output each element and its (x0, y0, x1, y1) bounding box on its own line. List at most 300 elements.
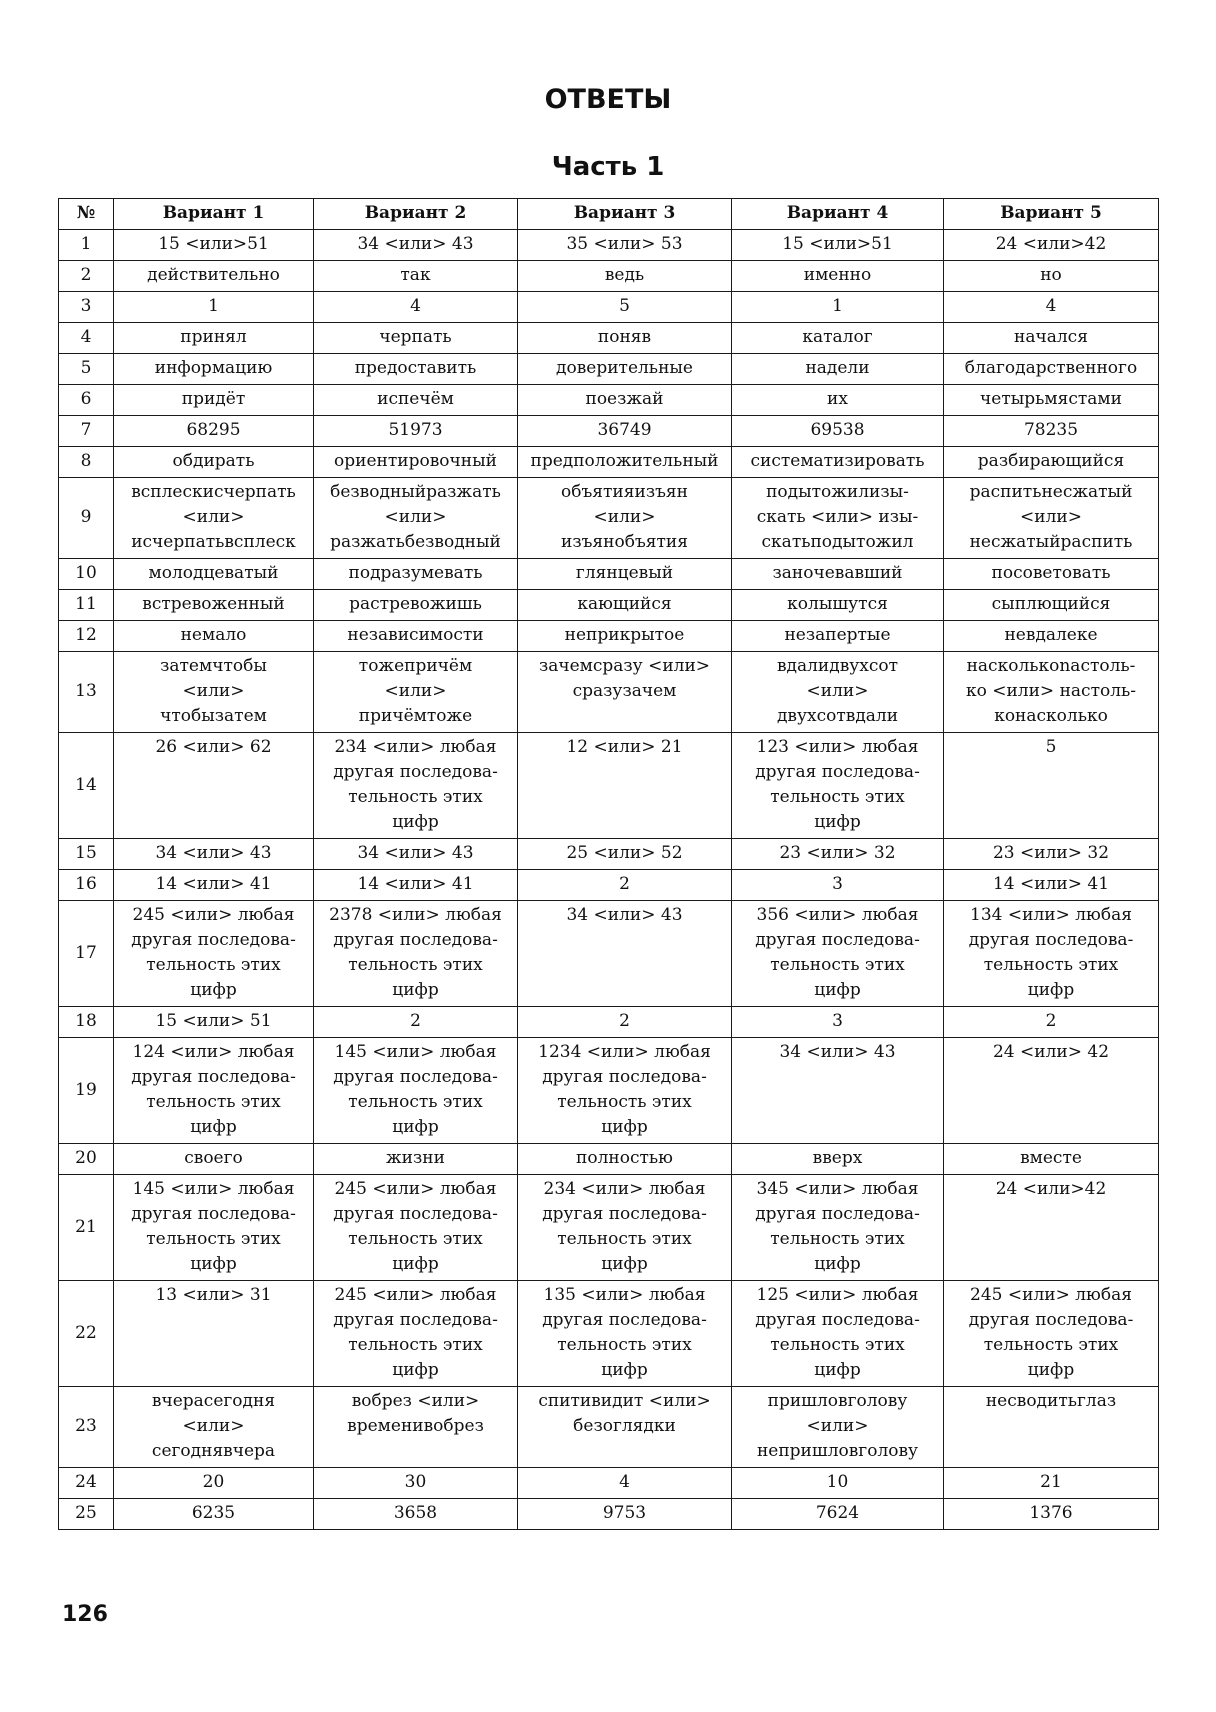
answer-cell-variant-4 (732, 621, 944, 652)
answer-cell-variant-5 (944, 416, 1159, 447)
answer-cell-variant-2 (314, 323, 518, 354)
answer-line: 145 <или> любая (132, 1179, 295, 1199)
question-number: 15 (59, 839, 114, 870)
answer-line: действительно (147, 265, 280, 285)
answer-line: неприкрытое (564, 625, 685, 645)
answer-cell-variant-4 (732, 590, 944, 621)
answer-cell-variant-1 (114, 1038, 314, 1144)
answer-cell-variant-3 (518, 1144, 732, 1175)
answer-line: 30 (404, 1472, 427, 1492)
answer-line: 2378 <или> любая (329, 905, 502, 925)
answer-line: несжатыйраспить (969, 532, 1133, 552)
answer-line: испечём (377, 389, 454, 409)
answer-line: тельность этих (770, 787, 905, 807)
question-number: 10 (59, 559, 114, 590)
answer-line: молодцеватый (148, 563, 279, 583)
answer-line: 34 <или> 43 (357, 234, 474, 254)
answer-line: 4 (410, 296, 421, 316)
answer-line: разжатьбезводный (330, 532, 501, 552)
question-number: 19 (59, 1038, 114, 1144)
answer-line: цифр (814, 1360, 861, 1380)
question-number: 8 (59, 447, 114, 478)
answer-cell-variant-3 (518, 652, 732, 733)
question-number: 14 (59, 733, 114, 839)
answer-cell-variant-5 (944, 1144, 1159, 1175)
answer-line: 10 (826, 1472, 849, 1492)
answer-cell-variant-4 (732, 559, 944, 590)
answer-line: 5 (619, 296, 630, 316)
answer-cell-variant-3 (518, 1175, 732, 1281)
answer-cell-variant-1 (114, 870, 314, 901)
answer-line: другая последова- (333, 1067, 498, 1087)
answer-line: 23 <или> 32 (779, 843, 896, 863)
answer-cell-variant-2 (314, 261, 518, 292)
answer-cell-variant-4 (732, 354, 944, 385)
answer-line: 12 <или> 21 (566, 737, 683, 757)
answer-line: информацию (154, 358, 273, 378)
answer-line: вверх (812, 1148, 863, 1168)
table-row (59, 230, 1159, 261)
answer-cell-variant-3 (518, 559, 732, 590)
question-number: 7 (59, 416, 114, 447)
answer-line: другая последова- (542, 1204, 707, 1224)
answer-cell-variant-5 (944, 1468, 1159, 1499)
answer-line: конасколько (994, 706, 1108, 726)
answer-line: спитивидит <или> (538, 1391, 711, 1411)
answer-line: невдалеке (1004, 625, 1098, 645)
answer-cell-variant-5 (944, 261, 1159, 292)
answer-line: 24 <или> 42 (992, 1042, 1110, 1062)
answer-line: 34 <или> 43 (779, 1042, 896, 1062)
answer-line: но (1040, 265, 1062, 285)
answer-cell-variant-3 (518, 870, 732, 901)
answer-line: 23 <или> 32 (992, 843, 1110, 863)
section-subtitle: Часть 1 (551, 152, 665, 182)
answer-line: 3 (832, 874, 843, 894)
answer-line: другая последова- (333, 1310, 498, 1330)
answer-line: цифр (392, 1117, 439, 1137)
answer-cell-variant-4 (732, 416, 944, 447)
answer-line: доверительные (556, 358, 693, 378)
answer-line: благодарственного (964, 358, 1138, 378)
answer-cell-variant-5 (944, 559, 1159, 590)
table-row (59, 447, 1159, 478)
answer-line: 78235 (1023, 420, 1079, 440)
answer-cell-variant-3 (518, 1468, 732, 1499)
answer-line: другая последова- (755, 762, 920, 782)
table-row (59, 354, 1159, 385)
answer-line: 14 <или> 41 (155, 874, 272, 894)
answer-line: поезжай (585, 389, 664, 409)
question-number: 1 (59, 230, 114, 261)
answer-line: другая последова- (131, 1067, 296, 1087)
answer-cell-variant-5 (944, 230, 1159, 261)
answer-line: тельность этих (348, 1229, 483, 1249)
answer-cell-variant-2 (314, 839, 518, 870)
answer-line: цифр (190, 1117, 237, 1137)
answer-cell-variant-3 (518, 230, 732, 261)
answer-line: тельность этих (348, 955, 483, 975)
answer-line: 245 <или> любая (334, 1179, 497, 1199)
answer-line: 15 <или>51 (782, 234, 893, 254)
answer-line: 1 (832, 296, 843, 316)
answer-line: другая последова- (755, 1204, 920, 1224)
answer-line: цифр (814, 1254, 861, 1274)
answer-line: 15 <или> 51 (155, 1011, 272, 1031)
answer-line: глянцевый (575, 563, 674, 583)
answer-cell-variant-5 (944, 385, 1159, 416)
answer-line: 26 <или> 62 (155, 737, 272, 757)
answer-line: тельность этих (770, 1335, 905, 1355)
answer-cell-variant-1 (114, 621, 314, 652)
answer-cell-variant-2 (314, 1468, 518, 1499)
answer-line: подразумевать (348, 563, 483, 583)
answer-line: цифр (1027, 980, 1075, 1000)
table-row (59, 292, 1159, 323)
header-variant-1: Вариант 1 (114, 199, 314, 230)
answer-cell-variant-2 (314, 1499, 518, 1530)
question-number: 23 (59, 1387, 114, 1468)
page-number: 126 (62, 1602, 108, 1627)
answer-cell-variant-2 (314, 354, 518, 385)
answer-line: 2 (1045, 1011, 1057, 1031)
answer-cell-variant-5 (944, 292, 1159, 323)
answer-cell-variant-1 (114, 590, 314, 621)
answer-line: другая последова- (131, 1204, 296, 1224)
answer-cell-variant-4 (732, 733, 944, 839)
answer-line: 68295 (186, 420, 241, 440)
answer-line: подытожилизы- (766, 482, 909, 502)
table-row (59, 652, 1159, 733)
answer-line: тельность этих (557, 1092, 692, 1112)
answer-line: 69538 (810, 420, 865, 440)
answers-table-body (59, 230, 1159, 1530)
answer-line: 135 <или> любая (543, 1285, 706, 1305)
answer-line: несводитьглаз (985, 1391, 1117, 1411)
answer-cell-variant-2 (314, 1175, 518, 1281)
answer-cell-variant-4 (732, 839, 944, 870)
answer-line: предположительный (530, 451, 719, 471)
answer-line: цифр (392, 1360, 439, 1380)
table-row (59, 1144, 1159, 1175)
answer-cell-variant-2 (314, 1038, 518, 1144)
answer-cell-variant-2 (314, 901, 518, 1007)
answer-cell-variant-4 (732, 1038, 944, 1144)
answer-cell-variant-3 (518, 839, 732, 870)
question-number: 17 (59, 901, 114, 1007)
answer-line: колышутся (787, 594, 888, 614)
answer-line: цифр (814, 812, 861, 832)
answer-line: другая последова- (968, 930, 1134, 950)
answer-cell-variant-2 (314, 292, 518, 323)
answer-line: 234 <или> любая (334, 737, 497, 757)
answers-table-head (59, 199, 1159, 230)
question-number: 2 (59, 261, 114, 292)
answer-line: 245 <или> любая (334, 1285, 497, 1305)
answer-cell-variant-4 (732, 870, 944, 901)
answer-line: независимости (347, 625, 484, 645)
question-number: 5 (59, 354, 114, 385)
answer-line: 24 <или>42 (995, 1179, 1107, 1199)
answer-line: 4 (619, 1472, 630, 1492)
answer-cell-variant-4 (732, 1175, 944, 1281)
answer-cell-variant-5 (944, 652, 1159, 733)
answer-line: разбирающийся (977, 451, 1125, 471)
answer-cell-variant-1 (114, 1175, 314, 1281)
answer-line: начался (1014, 327, 1088, 347)
answer-cell-variant-4 (732, 478, 944, 559)
answer-line: четырьмястами (980, 389, 1122, 409)
answer-line: встревоженный (142, 594, 285, 614)
answer-line: заночевавший (772, 563, 903, 583)
answer-line: 2 (619, 1011, 630, 1031)
answer-line: <или> (806, 681, 869, 701)
answer-line: тельность этих (557, 1335, 692, 1355)
answer-line: скать <или> изы- (756, 507, 919, 527)
answer-line: поняв (597, 327, 652, 347)
answer-line: 1234 <или> любая (538, 1042, 711, 1062)
answer-line: цифр (392, 980, 439, 1000)
answer-cell-variant-5 (944, 839, 1159, 870)
answer-cell-variant-5 (944, 1281, 1159, 1387)
answer-line: тельность этих (983, 955, 1119, 975)
answer-line: насколькonастоль- (966, 656, 1136, 676)
answer-cell-variant-5 (944, 478, 1159, 559)
answer-cell-variant-4 (732, 1144, 944, 1175)
answer-line: 245 <или> любая (970, 1285, 1132, 1305)
answer-line: объятияизъян (561, 482, 688, 502)
answer-cell-variant-4 (732, 323, 944, 354)
answer-line: 134 <или> любая (970, 905, 1132, 925)
answer-line: <или> (182, 681, 245, 701)
answer-line: 20 (202, 1472, 225, 1492)
answer-cell-variant-1 (114, 1144, 314, 1175)
answer-cell-variant-1 (114, 261, 314, 292)
table-row (59, 559, 1159, 590)
answer-line: другая последова- (755, 930, 920, 950)
answer-cell-variant-2 (314, 733, 518, 839)
answer-cell-variant-1 (114, 230, 314, 261)
answer-cell-variant-4 (732, 1387, 944, 1468)
table-row (59, 1468, 1159, 1499)
answer-cell-variant-5 (944, 590, 1159, 621)
answer-cell-variant-5 (944, 733, 1159, 839)
answer-line: кающийся (577, 594, 672, 614)
answer-cell-variant-4 (732, 230, 944, 261)
answer-cell-variant-4 (732, 1007, 944, 1038)
answer-cell-variant-5 (944, 354, 1159, 385)
answer-line: каталог (802, 327, 873, 347)
answer-line: черпать (379, 327, 452, 347)
answer-cell-variant-5 (944, 901, 1159, 1007)
answer-cell-variant-1 (114, 292, 314, 323)
answer-line: цифр (190, 980, 237, 1000)
answer-line: <или> (593, 507, 656, 527)
question-number: 18 (59, 1007, 114, 1038)
answer-line: 124 <или> любая (132, 1042, 295, 1062)
answer-line: цифр (601, 1254, 648, 1274)
answer-line: обдирать (172, 451, 255, 471)
answer-line: ведь (604, 265, 645, 285)
answers-table (58, 198, 1159, 1530)
header-variant-4: Вариант 4 (732, 199, 944, 230)
answer-line: тельность этих (770, 1229, 905, 1249)
page-title: ОТВЕТЫ (544, 84, 672, 115)
answer-cell-variant-5 (944, 1038, 1159, 1144)
answer-line: 5 (1045, 737, 1057, 757)
answer-cell-variant-5 (944, 1499, 1159, 1530)
header-variant-2: Вариант 2 (314, 199, 518, 230)
answer-line: цифр (814, 980, 861, 1000)
answer-cell-variant-5 (944, 1175, 1159, 1281)
header-number: № (59, 199, 114, 230)
answer-line: 14 <или> 41 (992, 874, 1110, 894)
answer-line: 34 <или> 43 (155, 843, 272, 863)
answer-line: другая последова- (131, 930, 296, 950)
answer-cell-variant-5 (944, 447, 1159, 478)
answer-line: 245 <или> любая (132, 905, 295, 925)
answer-cell-variant-2 (314, 621, 518, 652)
answer-line: ко <или> настоль- (965, 681, 1137, 701)
answer-cell-variant-3 (518, 323, 732, 354)
table-row (59, 621, 1159, 652)
answer-line: 123 <или> любая (756, 737, 919, 757)
question-number: 4 (59, 323, 114, 354)
question-number: 12 (59, 621, 114, 652)
answer-line: <или> (182, 507, 245, 527)
answer-line: 356 <или> любая (756, 905, 919, 925)
question-number: 25 (59, 1499, 114, 1530)
answer-cell-variant-2 (314, 1144, 518, 1175)
answer-line: <или> (806, 1416, 869, 1436)
answer-line: сразузачем (572, 681, 677, 701)
table-row (59, 733, 1159, 839)
answer-cell-variant-2 (314, 559, 518, 590)
answer-line: тельность этих (770, 955, 905, 975)
answer-line: скатьподытожил (761, 532, 914, 552)
question-number: 16 (59, 870, 114, 901)
answer-cell-variant-1 (114, 1468, 314, 1499)
answer-line: жизни (386, 1148, 445, 1168)
answer-cell-variant-1 (114, 652, 314, 733)
answer-cell-variant-5 (944, 1387, 1159, 1468)
answer-line: чтобызатем (160, 706, 267, 726)
answer-line: растревожишь (349, 594, 482, 614)
answer-cell-variant-3 (518, 447, 732, 478)
answer-cell-variant-3 (518, 733, 732, 839)
answer-line: вобрез <или> (351, 1391, 480, 1411)
answer-cell-variant-2 (314, 416, 518, 447)
answer-line: 35 <или> 53 (566, 234, 683, 254)
answer-cell-variant-3 (518, 1387, 732, 1468)
answer-cell-variant-1 (114, 839, 314, 870)
answer-cell-variant-4 (732, 261, 944, 292)
header-variant-5: Вариант 5 (944, 199, 1159, 230)
answer-cell-variant-1 (114, 1007, 314, 1038)
answer-cell-variant-1 (114, 385, 314, 416)
answer-cell-variant-4 (732, 292, 944, 323)
answer-line: другая последова- (542, 1310, 707, 1330)
answer-line: затемчтобы (160, 656, 267, 676)
answer-line: тельность этих (348, 1092, 483, 1112)
answer-line: предоставить (354, 358, 477, 378)
answer-cell-variant-3 (518, 1499, 732, 1530)
answer-line: другая последова- (333, 1204, 498, 1224)
answer-line: другая последова- (333, 930, 498, 950)
table-row (59, 323, 1159, 354)
question-number: 13 (59, 652, 114, 733)
question-number: 22 (59, 1281, 114, 1387)
answer-cell-variant-1 (114, 478, 314, 559)
answer-line: вместе (1020, 1148, 1082, 1168)
answer-line: изъянобъятия (561, 532, 688, 552)
table-row (59, 901, 1159, 1007)
answer-line: другая последова- (968, 1310, 1134, 1330)
table-row (59, 416, 1159, 447)
answer-line: придёт (181, 389, 246, 409)
answer-line: 145 <или> любая (334, 1042, 497, 1062)
answer-line: незапертые (784, 625, 891, 645)
answer-line: тельность этих (146, 1229, 281, 1249)
answer-line: тельность этих (557, 1229, 692, 1249)
answer-line: сыплющийся (991, 594, 1111, 614)
answer-line: 13 <или> 31 (155, 1285, 272, 1305)
answer-line: 3 (832, 1011, 843, 1031)
answer-cell-variant-1 (114, 447, 314, 478)
answer-line: 345 <или> любая (756, 1179, 919, 1199)
answer-cell-variant-1 (114, 733, 314, 839)
answer-cell-variant-4 (732, 385, 944, 416)
answer-cell-variant-1 (114, 323, 314, 354)
answer-line: тельность этих (348, 1335, 483, 1355)
question-number: 6 (59, 385, 114, 416)
answer-cell-variant-4 (732, 1499, 944, 1530)
answer-line: 4 (1045, 296, 1057, 316)
answer-line: 234 <или> любая (543, 1179, 706, 1199)
answer-line: пришловголову (767, 1391, 908, 1411)
answer-line: 2 (410, 1011, 421, 1031)
answer-cell-variant-3 (518, 261, 732, 292)
answer-cell-variant-4 (732, 652, 944, 733)
answer-line: именно (803, 265, 872, 285)
answer-line: 15 <или>51 (158, 234, 269, 254)
answer-line: временивобрез (347, 1416, 484, 1436)
answer-line: непришловголову (756, 1441, 919, 1461)
answer-line: тельность этих (146, 955, 281, 975)
answer-cell-variant-3 (518, 1281, 732, 1387)
answer-line: своего (184, 1148, 243, 1168)
answer-line: цифр (392, 812, 439, 832)
answer-cell-variant-3 (518, 1007, 732, 1038)
table-row (59, 1007, 1159, 1038)
answer-line: надели (805, 358, 870, 378)
answer-cell-variant-2 (314, 385, 518, 416)
answer-line: 2 (619, 874, 630, 894)
answer-line: 34 <или> 43 (566, 905, 683, 925)
table-row (59, 1281, 1159, 1387)
answer-cell-variant-2 (314, 652, 518, 733)
table-row (59, 839, 1159, 870)
answer-cell-variant-2 (314, 1007, 518, 1038)
answer-cell-variant-3 (518, 590, 732, 621)
answer-cell-variant-3 (518, 478, 732, 559)
answer-line: безводныйразжать (330, 482, 501, 502)
answer-line: 21 (1040, 1472, 1062, 1492)
answer-line: ориентировочный (334, 451, 497, 471)
question-number: 9 (59, 478, 114, 559)
answer-line: 6235 (191, 1503, 236, 1523)
answer-cell-variant-3 (518, 621, 732, 652)
